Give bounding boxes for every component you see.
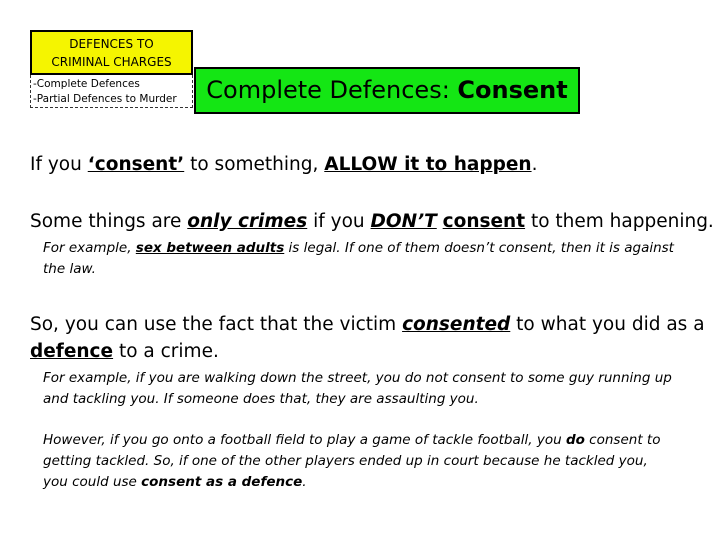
- text: if you: [307, 211, 371, 232]
- emphasis-defence: defence: [30, 341, 114, 362]
- emphasis-consent: ‘consent’: [87, 154, 185, 175]
- text: .: [531, 154, 538, 175]
- nav-list: [31, 74, 192, 107]
- text: However, if you go onto a football field to play a game of tackle football, you: [43, 432, 566, 448]
- emphasis-consent-as-defence: consent as a defence: [141, 474, 303, 490]
- text: to them happening.: [525, 211, 714, 232]
- paragraph-consent-defence: [30, 311, 705, 365]
- emphasis-do: do: [565, 432, 585, 448]
- text: to a crime.: [113, 341, 219, 362]
- emphasis-only-crimes: only crimes: [187, 211, 308, 232]
- paragraph-only-crimes: [30, 208, 714, 235]
- emphasis-dont: DON’T: [370, 211, 437, 232]
- text: and tackling you. If someone does that, they are assaulting you.: [43, 391, 479, 407]
- text: consent to: [584, 432, 661, 448]
- text: is legal. If one of them doesn’t consent, then it is against: [284, 240, 674, 256]
- text: Some things are: [30, 211, 188, 232]
- paragraph-consent-definition: [30, 151, 537, 178]
- text: .: [302, 474, 307, 490]
- emphasis-consent: consent: [442, 211, 526, 232]
- nav-title-line1: DEFENCES TO: [69, 37, 154, 51]
- text: If you: [30, 154, 88, 175]
- page-title-emphasis: Consent: [457, 76, 568, 104]
- nav-item-complete-defences[interactable]: -Complete Defences: [33, 78, 140, 90]
- text: you could use: [43, 474, 142, 490]
- text: getting tackled. So, if one of the other players ended up in court because he tackled you,: [43, 453, 648, 469]
- example-street-tackle: [43, 368, 672, 410]
- text: For example,: [43, 240, 136, 256]
- emphasis-allow: ALLOW it to happen: [324, 154, 532, 175]
- nav-title[interactable]: [30, 30, 193, 75]
- emphasis-sex-between-adults: sex between adults: [135, 240, 285, 256]
- text: the law.: [43, 261, 96, 277]
- nav-item-partial-defences[interactable]: -Partial Defences to Murder: [33, 92, 177, 105]
- nav-title-line2: CRIMINAL CHARGES: [51, 55, 172, 69]
- text: So, you can use the fact that the victim: [30, 314, 403, 335]
- text: to what you did as a: [510, 314, 705, 335]
- page-title: [194, 67, 580, 114]
- page-title-prefix: Complete Defences:: [206, 76, 458, 104]
- example-football-tackle: [43, 430, 660, 493]
- example-sex-between-adults: [43, 238, 674, 280]
- emphasis-consented: consented: [402, 314, 511, 335]
- text: to something,: [184, 154, 325, 175]
- text: For example, if you are walking down the street, you do not consent to some guy running up: [43, 370, 672, 386]
- nav-box: [30, 30, 193, 108]
